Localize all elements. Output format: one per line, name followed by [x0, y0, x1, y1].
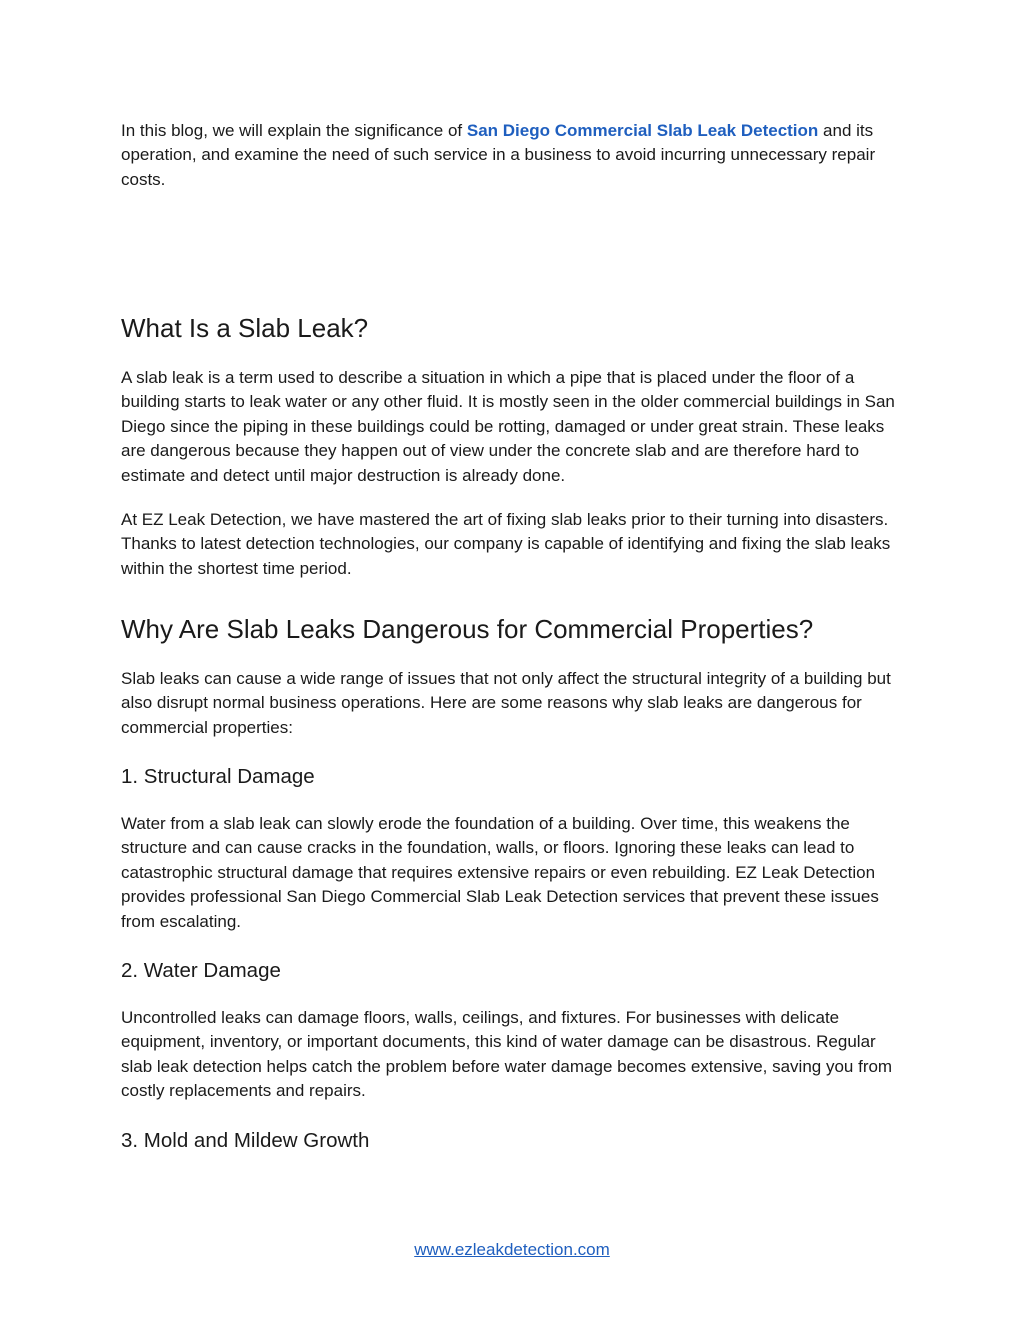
slab-leak-definition-paragraph: A slab leak is a term used to describe a situation in which a pipe that is placed under the floor of a building starts to leak water or any other fluid. It is mostly seen in the older commercial buildings in San Diego since the piping in these buildings could be rotting, damaged or under great strain. These leaks are dangerous because they happen out of view under the concrete slab and are therefore hard to estimate and detect until major destruction is already done.	[121, 368, 895, 485]
heading-mold-mildew: 3. Mold and Mildew Growth	[121, 1129, 370, 1152]
slab-leak-detection-link[interactable]: San Diego Commercial Slab Leak Detection	[466, 121, 819, 140]
dangers-intro-paragraph: Slab leaks can cause a wide range of issues that not only affect the structural integrity of a building but also disrupt normal business operations. Here are some reasons why slab leaks are dangerous for commercial properties:	[121, 669, 891, 737]
intro-paragraph	[121, 119, 906, 192]
heading-water-damage: 2. Water Damage	[121, 959, 281, 982]
heading-what-is-slab-leak: What Is a Slab Leak?	[121, 313, 369, 343]
ez-leak-detection-paragraph: At EZ Leak Detection, we have mastered the art of fixing slab leaks prior to their turning into disasters. Thanks to latest detection technologies, our company is capable of identifying and fixing the slab leaks within the shortest time period.	[121, 510, 891, 578]
heading-structural-damage: 1. Structural Damage	[121, 765, 315, 788]
intro-text-before: In this blog, we will explain the significance of	[121, 121, 467, 140]
water-damage-paragraph: Uncontrolled leaks can damage floors, walls, ceilings, and fixtures. For businesses with delicate equipment, inventory, or important documents, this kind of water damage can be disastrous. Regular slab leak detection helps catch the problem before water damage becomes extensive, saving you from costly replacements and repairs.	[121, 1008, 893, 1101]
heading-why-dangerous: Why Are Slab Leaks Dangerous for Commercial Properties?	[121, 614, 814, 644]
intro-text-after: and its operation, and examine the need of such service in a business to avoid incurring unnecessary repair costs.	[121, 121, 876, 189]
footer-website-link[interactable]: www.ezleakdetection.com	[414, 1240, 610, 1259]
structural-damage-paragraph: Water from a slab leak can slowly erode the foundation of a building. Over time, this weakens the structure and can cause cracks in the foundation, walls, or floors. Ignoring these leaks can lead to catastrophic structural damage that requires extensive repairs or even rebuilding. EZ Leak Detection provides professional San Diego Commercial Slab Leak Detection services that prevent these issues from escalating.	[121, 814, 879, 931]
